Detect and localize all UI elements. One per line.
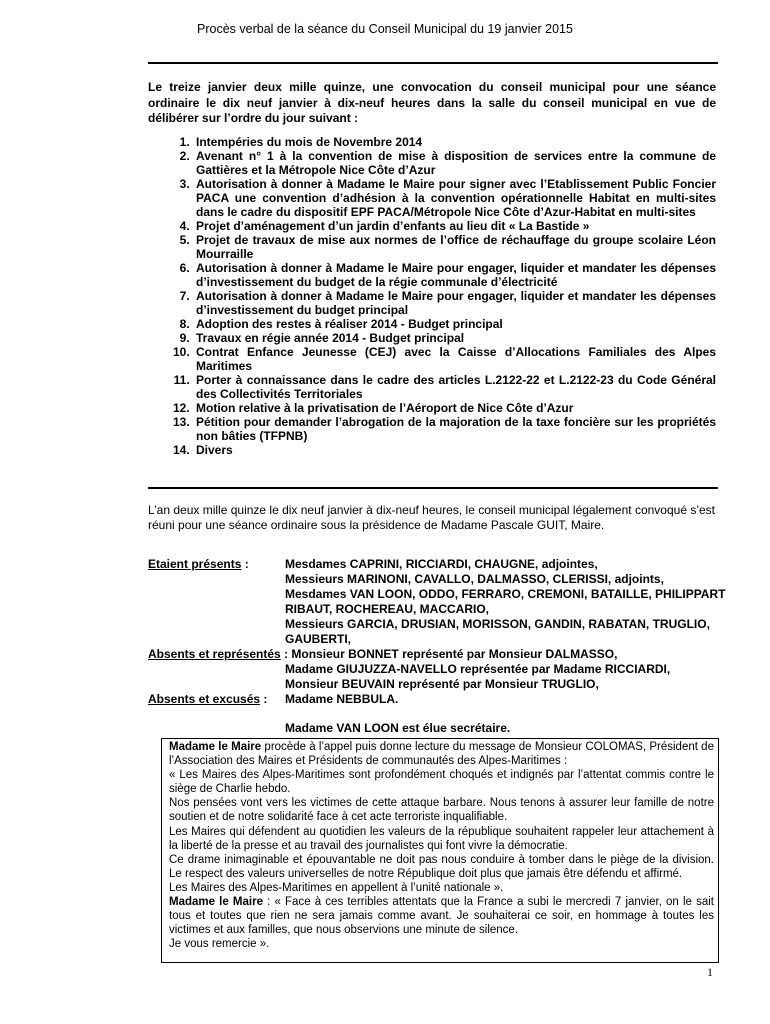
present-row bbox=[148, 557, 728, 647]
agenda-item: 9. Travaux en régie année 2014 - Budget principal bbox=[193, 331, 716, 345]
secretary-row bbox=[148, 721, 728, 736]
present-label: Etaient présents : bbox=[148, 557, 249, 571]
header-divider bbox=[148, 62, 718, 64]
agenda-item: 2. Avenant n° 1 à la convention de mise à disposition de services entre la commune de Gattières et la Métropole Nice Côte d’Azur bbox=[193, 149, 716, 177]
message-paragraph: Les Maires des Alpes-Maritimes en appellent à l’unité nationale ». bbox=[169, 881, 504, 894]
agenda-item: 10. Contrat Enfance Jeunesse (CEJ) avec la Caisse d’Allocations Familiales des Alpes Maritimes bbox=[193, 345, 716, 373]
opening-paragraph: L’an deux mille quinze le dix neuf janvier à dix-neuf heures, le conseil municipal légalement convoqué s’est réuni pour une séance ordinaire sous la présidence de Madame Pascale GUIT, Maire. bbox=[148, 503, 715, 532]
agenda-item: 5. Projet de travaux de mise aux normes de l’office de réchauffage du groupe scolaire Léon Mourraille bbox=[193, 233, 716, 261]
present-list bbox=[285, 557, 728, 647]
agenda-item: 1. Intempéries du mois de Novembre 2014 bbox=[193, 135, 716, 149]
agenda-item: 12. Motion relative à la privatisation de l’Aéroport de Nice Côte d’Azur bbox=[193, 401, 716, 415]
agenda-item: 7. Autorisation à donner à Madame le Maire pour engager, liquider et mandater les dépenses d’investissement du budget principal bbox=[193, 289, 716, 317]
agenda-item: 14. Divers bbox=[193, 443, 716, 457]
attendance-section bbox=[148, 557, 728, 736]
page-number: 1 bbox=[707, 965, 713, 979]
excused-label: Absents et excusés : bbox=[148, 692, 268, 706]
message-paragraph: Je vous remercie ». bbox=[169, 938, 270, 951]
convocation-paragraph: Le treize janvier deux mille quinze, une convocation du conseil municipal pour une séance ordinaire le dix neuf janvier à dix-neuf heures dans la salle du conseil municipal en vue de délibérer sur l’ordre du jour suivant : bbox=[148, 80, 716, 125]
message-paragraph: Ce drame inimaginable et épouvantable ne doit pas nous conduire à tomber dans le piège de la division. Le respect des valeurs universelles de notre République doit plus que jamais être défendu et affirmé. bbox=[169, 853, 714, 880]
agenda-list bbox=[148, 135, 716, 457]
agenda-item: 13. Pétition pour demander l’abrogation de la majoration de la taxe foncière sur les propriétés non bâties (TFPNB) bbox=[193, 415, 716, 443]
message-paragraph: Madame le Maire procède à l’appel puis donne lecture du message de Monsieur COLOMAS, Président de l’Association des Maires et Présidents de communautés des Alpes-Maritimes : bbox=[169, 741, 714, 768]
present-line: Messieurs MARINONI, CAVALLO, DALMASSO, CLERISSI, adjoints, bbox=[285, 572, 664, 586]
represented-row bbox=[148, 662, 728, 692]
mayor-message-box bbox=[161, 738, 719, 963]
excused-list: Madame NEBBULA. bbox=[285, 692, 399, 706]
secretary-line: Madame VAN LOON est élue secrétaire. bbox=[285, 721, 511, 735]
message-paragraph: « Les Maires des Alpes-Maritimes sont profondément choqués et indignés par l’attentat commis contre le siège de Charlie hebdo. bbox=[169, 769, 714, 796]
represented-line: Monsieur BEUVAIN représenté par Monsieur TRUGLIO, bbox=[285, 677, 599, 691]
excused-row bbox=[148, 692, 728, 707]
agenda-item: 6. Autorisation à donner à Madame le Maire pour engager, liquider et mandater les dépenses d’investissement du budget de la régie communale d’électricité bbox=[193, 261, 716, 289]
agenda-item: 4. Projet d’aménagement d’un jardin d’enfants au lieu dit « La Bastide » bbox=[193, 219, 716, 233]
agenda-divider bbox=[148, 487, 718, 489]
present-line: Mesdames VAN LOON, ODDO, FERRARO, CREMONI, BATAILLE, PHILIPPART RIBAUT, ROCHEREAU, MACCARIO, bbox=[285, 587, 726, 616]
represented-first-line: Absents et représentés : Monsieur BONNET représenté par Monsieur DALMASSO, bbox=[148, 647, 618, 661]
message-paragraph: Madame le Maire : « Face à ces terribles attentats que la France a subi le mercredi 7 janvier, on le sait tous et toutes que rien ne sera jamais comme avant. Je souhaiterai ce soir, en hommage à toutes les victimes et aux familles, que nous observions une minute de silence. bbox=[169, 896, 714, 937]
agenda-item: 11. Porter à connaissance dans le cadre des articles L.2122-22 et L.2122-23 du Code Général des Collectivités Territoriales bbox=[193, 373, 716, 401]
present-line: Messieurs GARCIA, DRUSIAN, MORISSON, GANDIN, RABATAN, TRUGLIO, GAUBERTI, bbox=[285, 617, 710, 646]
message-paragraph: Nos pensées vont vers les victimes de cette attaque barbare. Nous tenons à assurer leur famille de notre soutien et de notre solidarité face à cet acte terroriste inqualifiable. bbox=[169, 797, 714, 824]
represented-line: Madame GIUJUZZA-NAVELLO représentée par Madame RICCIARDI, bbox=[285, 662, 671, 676]
present-line: Mesdames CAPRINI, RICCIARDI, CHAUGNE, adjointes, bbox=[285, 557, 598, 571]
page-header: Procès verbal de la séance du Conseil Municipal du 19 janvier 2015 bbox=[197, 22, 573, 36]
agenda-item: 8. Adoption des restes à réaliser 2014 - Budget principal bbox=[193, 317, 716, 331]
agenda-item: 3. Autorisation à donner à Madame le Maire pour signer avec l’Etablissement Public Foncier PACA une convention d’adhésion à la convention opérationnelle Habitat en multi-sites dans le cadre du dispositif EPF PACA/Métropole Nice Côte d’Azur-Habitat en multi-sites bbox=[193, 177, 716, 219]
message-paragraph: Les Maires qui défendent au quotidien les valeurs de la république souhaitent rappeler leur attachement à la liberté de la presse et au travail des journalistes qui font vivre la démocratie. bbox=[169, 825, 714, 852]
